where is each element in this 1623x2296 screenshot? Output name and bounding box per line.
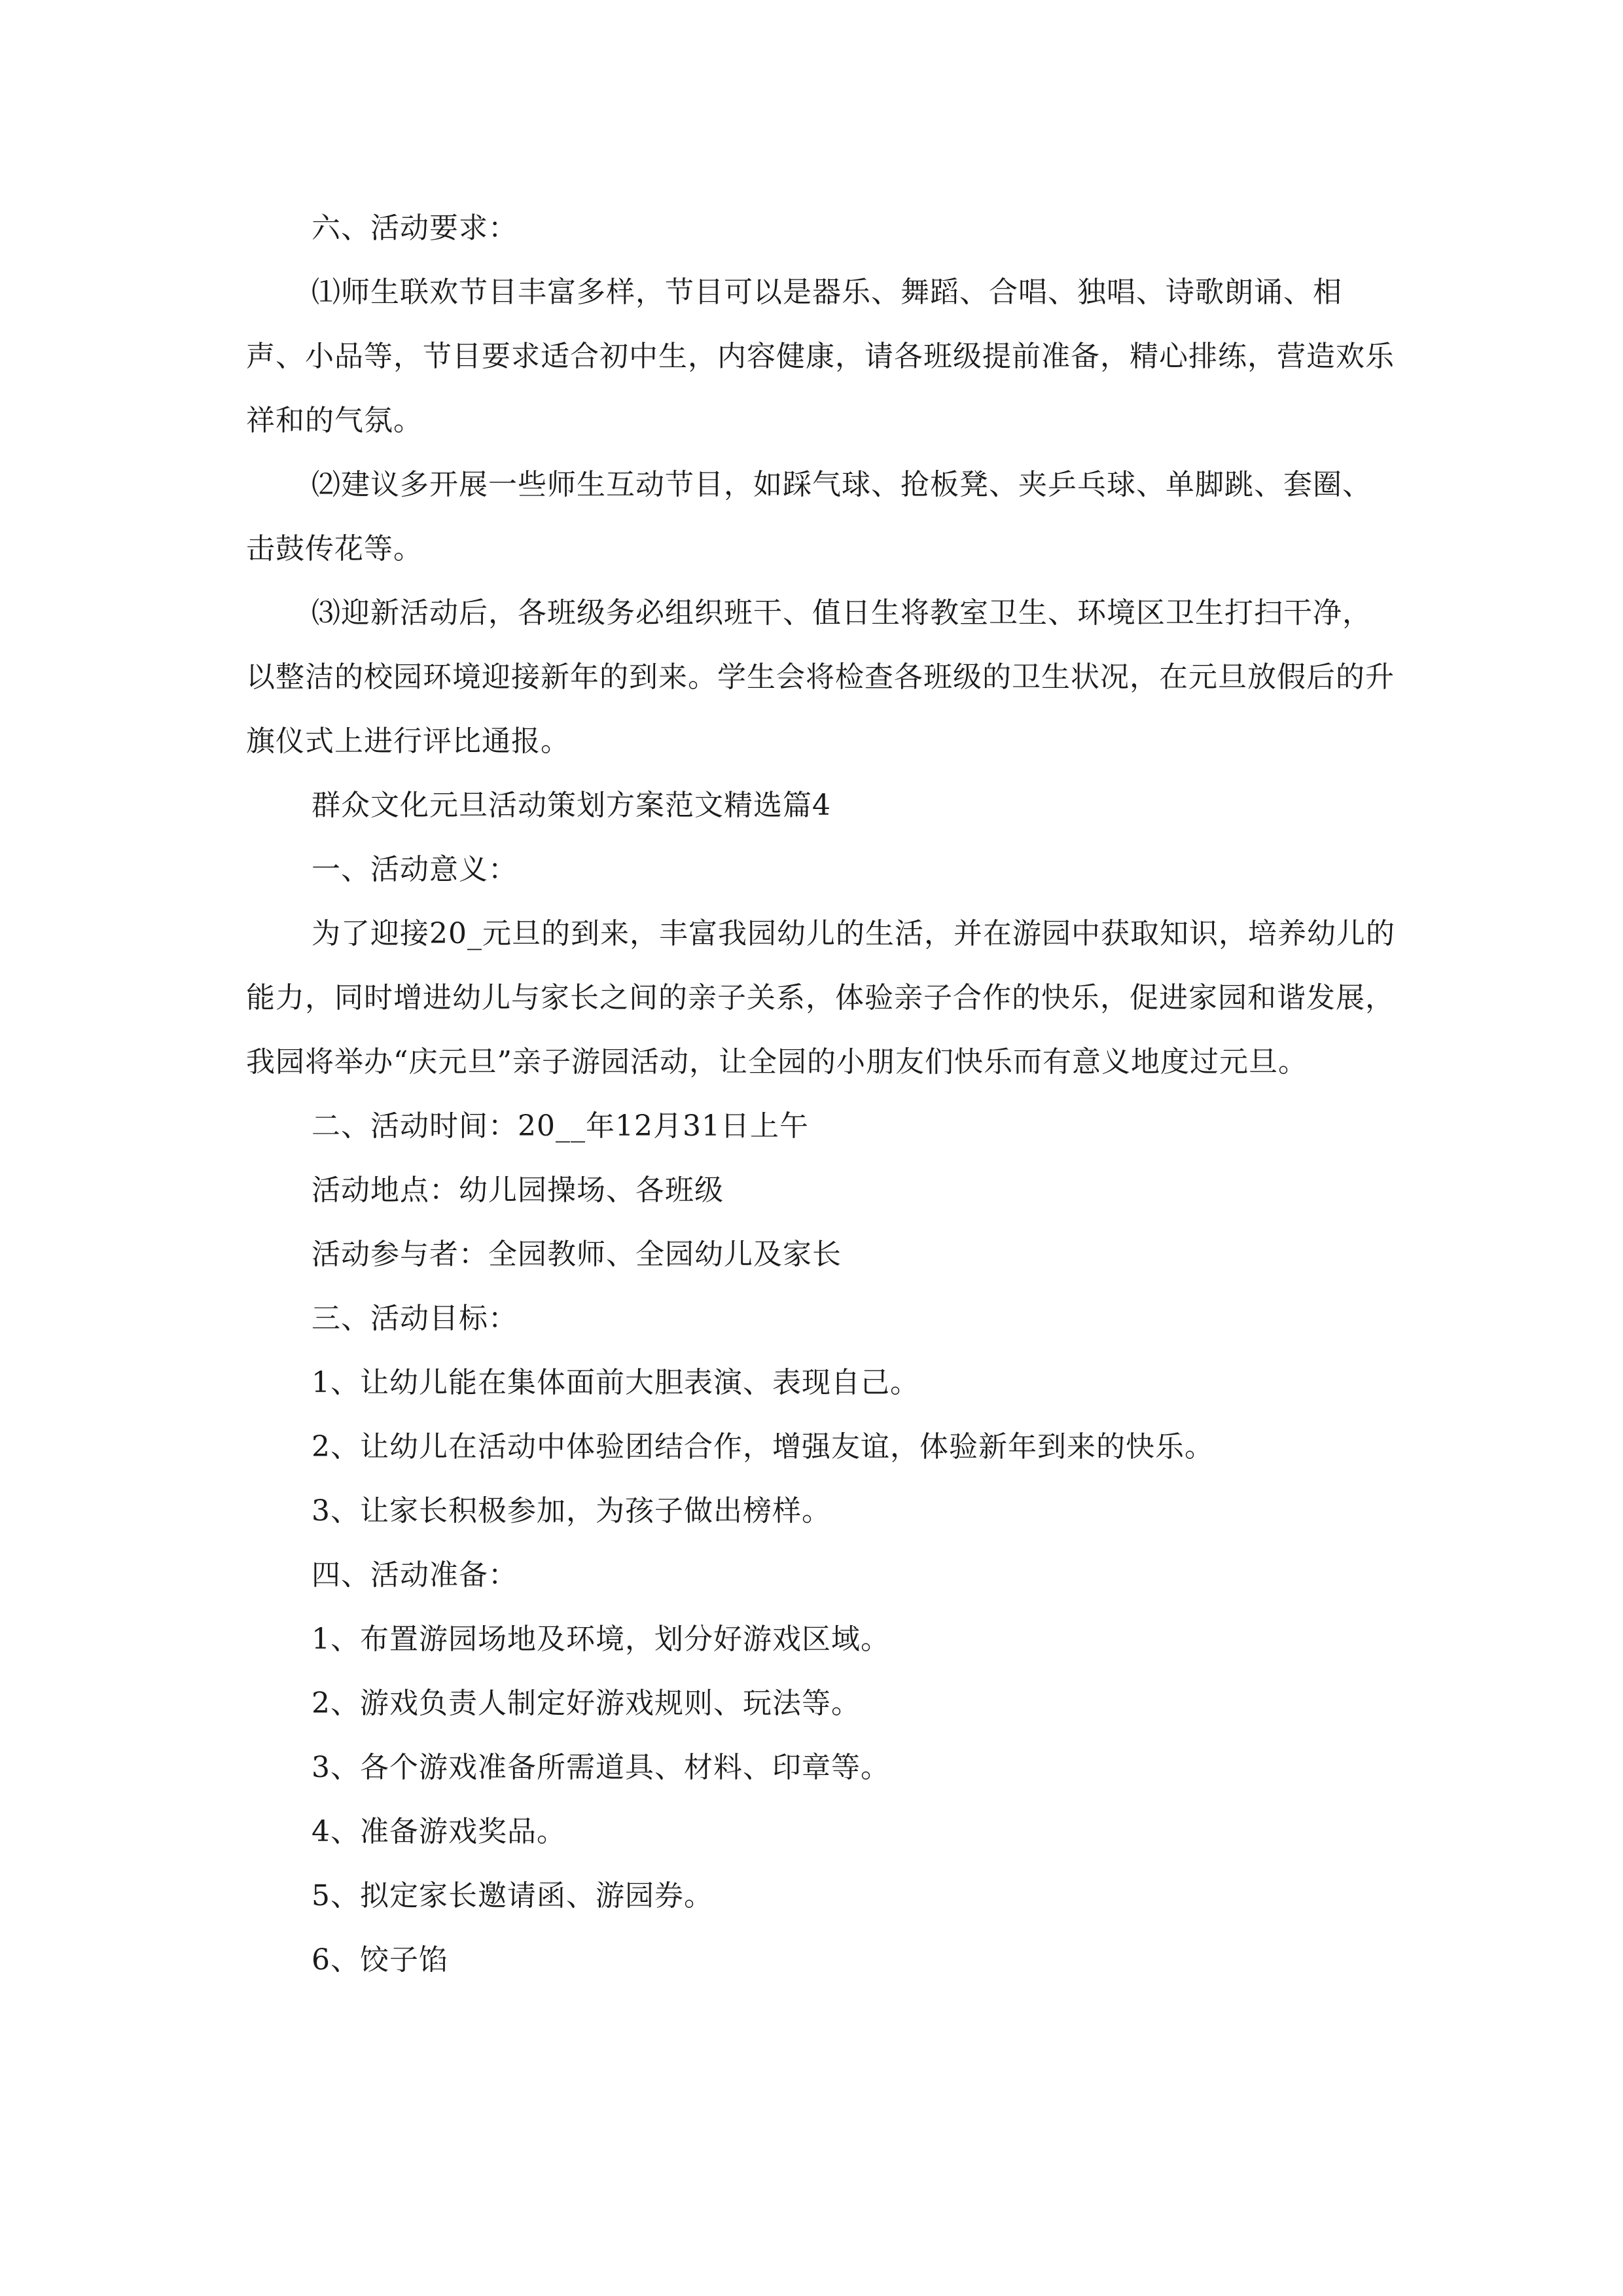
section-heading-preparation: 四、活动准备：: [312, 1558, 518, 1592]
paragraph-significance: 为了迎接20_元旦的到来，丰富我园幼儿的生活，并在游园中获取知识，培养幼儿的能力，同时增进幼儿与家长之间的亲子关系，体验亲子合作的快乐，促进家园和谐发展，我园将举办“庆元旦”亲子游园活动，让全园的小朋友们快乐而有意义地度过元旦。: [246, 917, 1395, 1079]
paragraph-activity-location: 活动地点：幼儿园操场、各班级: [312, 1174, 724, 1207]
paragraph-requirement-1: ⑴师生联欢节目丰富多样，节目可以是器乐、舞蹈、合唱、独唱、诗歌朗诵、相声、小品等，节目要求适合初中生，内容健康，请各班级提前准备，精心排练，营造欢乐祥和的气氛。: [246, 276, 1395, 437]
paragraph-activity-time: 二、活动时间：20__年12月31日上午: [312, 1109, 809, 1143]
list-item-goal-1: 1、让幼儿能在集体面前大胆表演、表现自己。: [312, 1366, 919, 1399]
document-body: [246, 196, 1398, 1992]
paragraph-requirement-3: ⑶迎新活动后，各班级务必组织班干、值日生将教室卫生、环境区卫生打扫干净，以整洁的校园环境迎接新年的到来。学生会将检查各班级的卫生状况，在元旦放假后的升旗仪式上进行评比通报。: [246, 596, 1395, 758]
list-item-preparation-3: 3、各个游戏准备所需道具、材料、印章等。: [312, 1751, 890, 1784]
list-item-preparation-1: 1、布置游园场地及环境，划分好游戏区域。: [312, 1623, 890, 1656]
paragraph-activity-participants: 活动参与者：全园教师、全园幼儿及家长: [312, 1238, 842, 1271]
section-heading-requirements: 六、活动要求：: [312, 211, 518, 245]
list-item-preparation-2: 2、游戏负责人制定好游戏规则、玩法等。: [312, 1687, 861, 1720]
paragraph-requirement-2: ⑵建议多开展一些师生互动节目，如踩气球、抢板凳、夹乒乓球、单脚跳、套圈、击鼓传花等。: [246, 468, 1372, 565]
list-item-preparation-5: 5、拟定家长邀请函、游园券。: [312, 1879, 713, 1912]
list-item-goal-3: 3、让家长积极参加，为孩子做出榜样。: [312, 1494, 831, 1528]
section-heading-goals: 三、活动目标：: [312, 1302, 518, 1335]
section-heading-significance: 一、活动意义：: [312, 853, 518, 886]
list-item-preparation-4: 4、准备游戏奖品。: [312, 1815, 566, 1848]
article-title: 群众文化元旦活动策划方案范文精选篇4: [312, 789, 831, 822]
list-item-preparation-6: 6、饺子馅: [312, 1943, 448, 1977]
list-item-goal-2: 2、让幼儿在活动中体验团结合作，增强友谊，体验新年到来的快乐。: [312, 1430, 1214, 1463]
